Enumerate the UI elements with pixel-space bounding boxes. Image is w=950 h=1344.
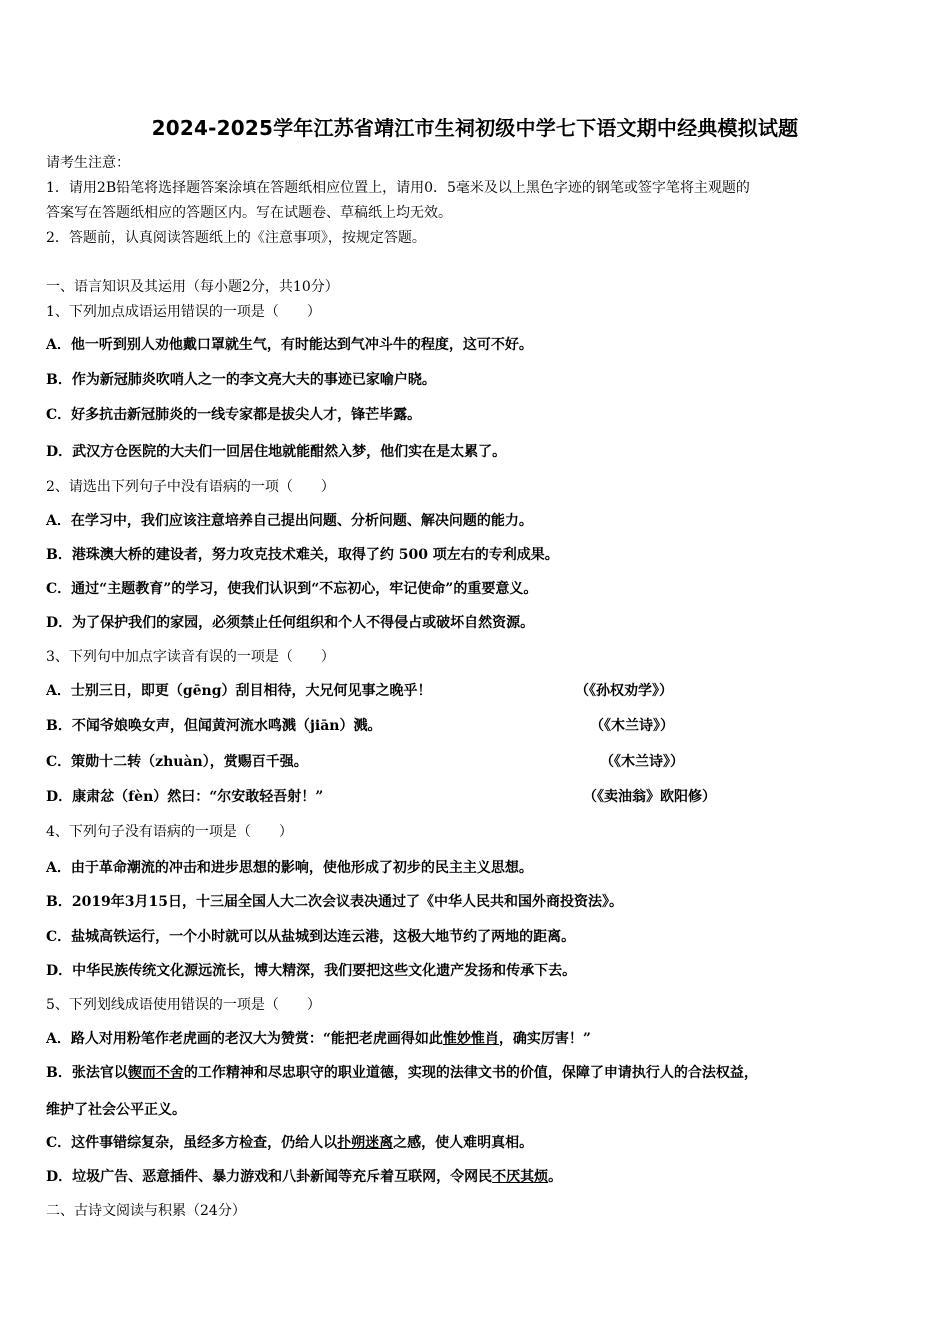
q5-option-c xyxy=(46,1134,533,1152)
q2-option-d: D．为了保护我们的家园，必须禁止任何组织和个人不得侵占或破坏自然资源。 xyxy=(46,615,535,631)
q2-option-c: C．通过“主题教育”的学习，使我们认识到“不忘初心，牢记使命”的重要意义。 xyxy=(46,581,538,597)
q4-option-d: D．中华民族传统文化源远流长，博大精深，我们要把这些文化遗产发扬和传承下去。 xyxy=(46,963,577,979)
notice-heading: 请考生注意： xyxy=(46,155,130,171)
page-title: 2024-2025学年江苏省靖江市生祠初级中学七下语文期中经典模拟试题 xyxy=(151,116,799,140)
q2-option-b: B．港珠澳大桥的建设者，努力攻克技术难关，取得了约 500 项左右的专利成果。 xyxy=(46,547,559,563)
q3-option-c: C．策勋十二转（zhuàn），赏赐百千强。 xyxy=(46,754,308,770)
notice-item-1-line-1: 1．请用2B铅笔将选择题答案涂填在答题纸相应位置上，请用0．5毫米及以上黑色字迹的钢笔或签字笔将主观题的 xyxy=(46,180,750,196)
q1-stem: 1、下列加点成语运用错误的一项是（ ） xyxy=(46,304,321,320)
q3-option-b-source: （《木兰诗》） xyxy=(590,718,674,734)
q1-option-c: C．好多抗击新冠肺炎的一线专家都是拔尖人才，锋芒毕露。 xyxy=(46,407,422,423)
q3-option-d: D．康肃忿（fèn）然曰：“尔安敢轻吾射！” xyxy=(46,789,324,805)
q3-option-b: B．不闻爷娘唤女声，但闻黄河流水鸣溅（jiān）溅。 xyxy=(46,718,382,734)
q3-option-c-source: （《木兰诗》） xyxy=(600,754,684,770)
q2-option-a: A．在学习中，我们应该注意培养自己提出问题、分析问题、解决问题的能力。 xyxy=(46,513,533,529)
notice-item-2: 2．答题前，认真阅读答题纸上的《注意事项》，按规定答题。 xyxy=(46,230,426,246)
section-1-heading: 一、语言知识及其运用（每小题2分，共10分） xyxy=(46,279,339,295)
q5-option-c-pre: C．这件事错综复杂，虽经多方检查，仍给人以 xyxy=(46,1135,338,1151)
q1-option-b: B．作为新冠肺炎吹哨人之一的李文亮大夫的事迹已家喻户晓。 xyxy=(46,372,436,388)
q5-option-d-post: 。 xyxy=(548,1169,563,1185)
q5-option-a-pre: A．路人对用粉笔作老虎画的老汉大为赞赏：“能把老虎画得如此 xyxy=(46,1031,443,1047)
q5-option-d-pre: D．垃圾广告、恶意插件、暴力游戏和八卦新闻等充斥着互联网，令网民 xyxy=(46,1169,493,1185)
q4-option-b: B．2019年3月15日，十三届全国人大二次会议表决通过了《中华人民共和国外商投资法》。 xyxy=(46,894,624,910)
q3-option-d-source: （《卖油翁》欧阳修） xyxy=(583,789,716,805)
q4-stem: 4、下列句子没有语病的一项是（ ） xyxy=(46,824,293,840)
q5-option-d xyxy=(46,1168,562,1186)
section-2-heading: 二、古诗文阅读与积累（24分） xyxy=(46,1203,246,1219)
q5-option-c-idiom: 扑朔迷离 xyxy=(337,1135,394,1151)
q4-option-a: A．由于革命潮流的冲击和进步思想的影响，使他形成了初步的民主主义思想。 xyxy=(46,860,533,876)
q5-option-b-post: 的工作精神和尽忠职守的职业道德，实现的法律文书的价值，保障了申请执行人的合法权益， xyxy=(183,1065,758,1081)
q5-option-a-idiom: 惟妙惟肖 xyxy=(442,1031,499,1047)
q5-stem: 5、下列划线成语使用错误的一项是（ ） xyxy=(46,997,321,1013)
q5-option-d-idiom: 不厌其烦 xyxy=(492,1169,549,1185)
q1-option-d: D．武汉方仓医院的大夫们一回居住地就能酣然入梦，他们实在是太累了。 xyxy=(46,444,507,460)
q5-option-b-line-2: 维护了社会公平正义。 xyxy=(46,1102,186,1118)
q5-option-b-pre: B．张法官以 xyxy=(46,1065,128,1081)
q3-stem: 3、下列句中加点字读音有误的一项是（ ） xyxy=(46,649,335,665)
q5-option-c-post: 之感，使人难明真相。 xyxy=(393,1135,534,1151)
q5-option-a-post: ，确实厉害！” xyxy=(498,1031,591,1047)
q5-option-a xyxy=(46,1030,591,1048)
notice-item-1-line-2: 答案写在答题纸相应的答题区内。写在试题卷、草稿纸上均无效。 xyxy=(46,205,452,221)
q3-option-a: A．士别三日，即更（gēng）刮目相待，大兄何见事之晚乎！ xyxy=(46,683,432,699)
q5-option-b-idiom: 锲而不舍 xyxy=(127,1065,184,1081)
q1-option-a: A．他一听到别人劝他戴口罩就生气，有时能达到气冲斗牛的程度，这可不好。 xyxy=(46,337,533,353)
q2-stem: 2、请选出下列句子中没有语病的一项（ ） xyxy=(46,479,335,495)
q5-option-b xyxy=(46,1064,758,1082)
q4-option-c: C．盐城高铁运行，一个小时就可以从盐城到达连云港，这极大地节约了两地的距离。 xyxy=(46,929,576,945)
q3-option-a-source: （《孙权劝学》） xyxy=(575,683,673,699)
